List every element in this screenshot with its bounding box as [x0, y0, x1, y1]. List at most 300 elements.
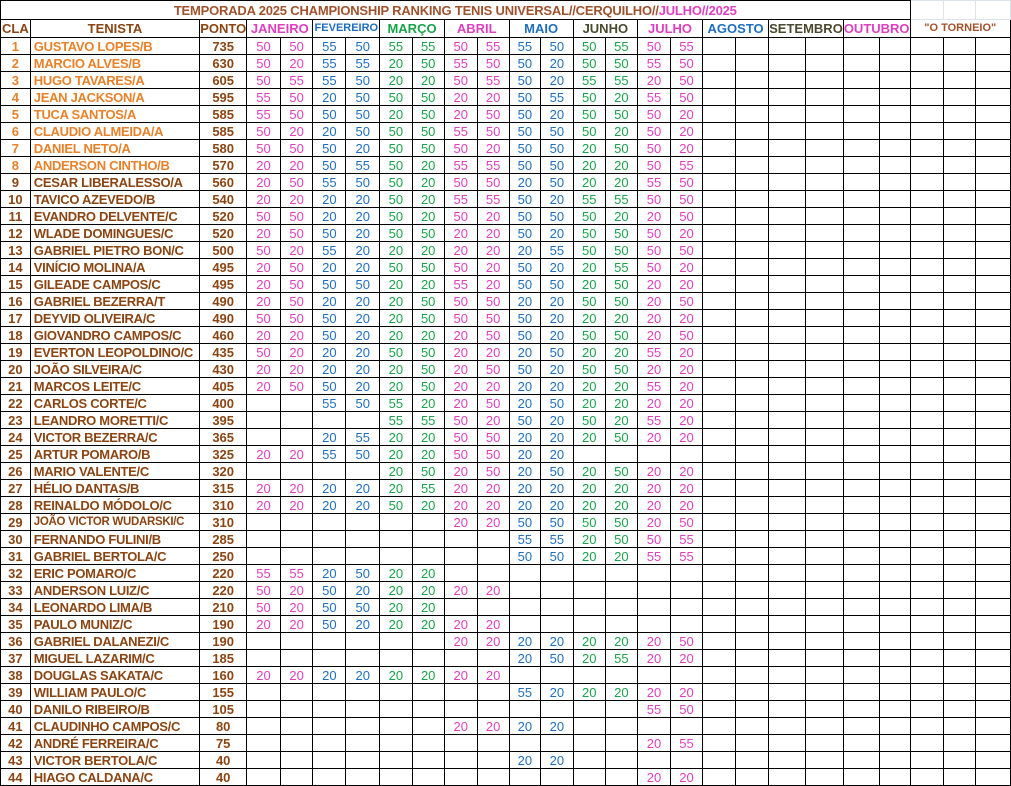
score-cell[interactable]	[735, 582, 769, 599]
torneio-cell[interactable]	[910, 378, 943, 395]
score-cell[interactable]	[444, 769, 477, 786]
score-cell[interactable]	[703, 429, 736, 446]
score-cell[interactable]	[280, 684, 313, 701]
score-cell[interactable]	[247, 429, 281, 446]
score-cell[interactable]	[843, 531, 880, 548]
score-cell[interactable]: 20	[247, 259, 281, 276]
torneio-cell[interactable]	[910, 55, 943, 72]
torneio-cell[interactable]	[975, 395, 1010, 412]
torneio-cell[interactable]	[975, 140, 1010, 157]
score-cell[interactable]: 20	[541, 225, 574, 242]
score-cell[interactable]: 50	[313, 157, 346, 174]
torneio-cell[interactable]	[943, 327, 975, 344]
score-cell[interactable]	[735, 429, 769, 446]
score-cell[interactable]	[280, 514, 313, 531]
score-cell[interactable]: 20	[247, 361, 281, 378]
score-cell[interactable]: 55	[637, 701, 670, 718]
score-cell[interactable]	[769, 650, 806, 667]
score-cell[interactable]: 20	[313, 208, 346, 225]
score-cell[interactable]: 20	[670, 361, 702, 378]
score-cell[interactable]	[346, 769, 380, 786]
points-cell[interactable]: 210	[200, 599, 247, 616]
torneio-cell[interactable]	[943, 667, 975, 684]
score-cell[interactable]	[605, 667, 637, 684]
score-cell[interactable]: 20	[380, 565, 412, 582]
score-cell[interactable]: 20	[670, 310, 702, 327]
score-cell[interactable]	[541, 599, 574, 616]
score-cell[interactable]: 20	[637, 276, 670, 293]
score-cell[interactable]: 55	[444, 157, 477, 174]
header-month-julho[interactable]: JULHO	[637, 20, 702, 38]
player-name-cell[interactable]: CARLOS CORTE/C	[30, 395, 199, 412]
score-cell[interactable]: 50	[247, 208, 281, 225]
score-cell[interactable]: 20	[313, 344, 346, 361]
score-cell[interactable]: 50	[247, 55, 281, 72]
score-cell[interactable]: 20	[346, 293, 380, 310]
score-cell[interactable]: 20	[313, 123, 346, 140]
torneio-cell[interactable]	[943, 191, 975, 208]
score-cell[interactable]: 20	[412, 497, 444, 514]
score-cell[interactable]: 20	[444, 633, 477, 650]
score-cell[interactable]: 50	[380, 259, 412, 276]
score-cell[interactable]	[880, 463, 910, 480]
score-cell[interactable]	[703, 667, 736, 684]
score-cell[interactable]: 20	[573, 276, 605, 293]
points-cell[interactable]: 490	[200, 310, 247, 327]
score-cell[interactable]: 20	[247, 446, 281, 463]
score-cell[interactable]: 55	[605, 191, 637, 208]
points-cell[interactable]: 310	[200, 497, 247, 514]
score-cell[interactable]: 50	[346, 446, 380, 463]
score-cell[interactable]: 55	[412, 38, 444, 55]
score-cell[interactable]	[313, 412, 346, 429]
score-cell[interactable]	[843, 599, 880, 616]
score-cell[interactable]: 55	[573, 191, 605, 208]
score-cell[interactable]: 50	[280, 259, 313, 276]
score-cell[interactable]	[313, 718, 346, 735]
header-month-outubro[interactable]: OUTUBRO	[843, 21, 910, 36]
score-cell[interactable]: 50	[477, 310, 509, 327]
score-cell[interactable]: 55	[509, 684, 541, 701]
score-cell[interactable]: 50	[541, 174, 574, 191]
points-cell[interactable]: 430	[200, 361, 247, 378]
player-name-cell[interactable]: ERIC POMARO/C	[30, 565, 199, 582]
score-cell[interactable]	[769, 565, 806, 582]
score-cell[interactable]	[509, 565, 541, 582]
score-cell[interactable]	[703, 463, 736, 480]
score-cell[interactable]	[843, 752, 880, 769]
score-cell[interactable]	[735, 446, 769, 463]
score-cell[interactable]	[843, 446, 880, 463]
score-cell[interactable]	[477, 701, 509, 718]
score-cell[interactable]: 20	[280, 344, 313, 361]
score-cell[interactable]: 55	[670, 157, 702, 174]
score-cell[interactable]: 20	[573, 310, 605, 327]
score-cell[interactable]: 20	[477, 582, 509, 599]
score-cell[interactable]: 20	[444, 395, 477, 412]
torneio-cell[interactable]	[943, 225, 975, 242]
torneio-cell[interactable]	[943, 616, 975, 633]
score-cell[interactable]: 20	[444, 514, 477, 531]
score-cell[interactable]	[735, 701, 769, 718]
torneio-cell[interactable]	[910, 548, 943, 565]
torneio-cell[interactable]	[910, 140, 943, 157]
score-cell[interactable]	[670, 667, 702, 684]
score-cell[interactable]: 50	[573, 514, 605, 531]
score-cell[interactable]: 20	[247, 225, 281, 242]
rank-cell[interactable]: 33	[1, 582, 31, 599]
score-cell[interactable]: 20	[605, 684, 637, 701]
score-cell[interactable]: 20	[670, 225, 702, 242]
rank-cell[interactable]: 11	[1, 208, 31, 225]
score-cell[interactable]	[843, 497, 880, 514]
score-cell[interactable]: 50	[605, 140, 637, 157]
points-cell[interactable]: 520	[200, 225, 247, 242]
score-cell[interactable]: 50	[280, 140, 313, 157]
points-cell[interactable]: 80	[200, 718, 247, 735]
score-cell[interactable]	[843, 310, 880, 327]
score-cell[interactable]: 20	[313, 259, 346, 276]
score-cell[interactable]: 20	[346, 191, 380, 208]
score-cell[interactable]	[843, 89, 880, 106]
score-cell[interactable]: 50	[477, 463, 509, 480]
score-cell[interactable]	[380, 684, 412, 701]
score-cell[interactable]: 20	[280, 157, 313, 174]
score-cell[interactable]	[444, 531, 477, 548]
torneio-cell[interactable]	[975, 752, 1010, 769]
torneio-cell[interactable]	[943, 531, 975, 548]
score-cell[interactable]: 20	[380, 310, 412, 327]
torneio-cell[interactable]	[975, 769, 1010, 786]
score-cell[interactable]: 50	[280, 225, 313, 242]
points-cell[interactable]: 155	[200, 684, 247, 701]
score-cell[interactable]	[843, 293, 880, 310]
score-cell[interactable]: 55	[477, 38, 509, 55]
score-cell[interactable]	[703, 72, 736, 89]
score-cell[interactable]: 50	[573, 208, 605, 225]
score-cell[interactable]: 20	[380, 361, 412, 378]
score-cell[interactable]	[247, 633, 281, 650]
score-cell[interactable]: 20	[670, 429, 702, 446]
score-cell[interactable]: 50	[509, 361, 541, 378]
score-cell[interactable]	[412, 718, 444, 735]
score-cell[interactable]: 20	[412, 667, 444, 684]
score-cell[interactable]: 20	[509, 650, 541, 667]
sheet-title[interactable]	[1, 1, 911, 20]
score-cell[interactable]	[541, 701, 574, 718]
score-cell[interactable]: 20	[670, 140, 702, 157]
score-cell[interactable]: 20	[380, 616, 412, 633]
score-cell[interactable]: 50	[412, 259, 444, 276]
score-cell[interactable]: 20	[541, 752, 574, 769]
score-cell[interactable]	[769, 55, 806, 72]
score-cell[interactable]: 20	[444, 361, 477, 378]
score-cell[interactable]	[412, 531, 444, 548]
score-cell[interactable]: 50	[509, 310, 541, 327]
score-cell[interactable]	[769, 157, 806, 174]
score-cell[interactable]: 50	[541, 38, 574, 55]
score-cell[interactable]	[637, 616, 670, 633]
score-cell[interactable]	[703, 446, 736, 463]
score-cell[interactable]	[605, 718, 637, 735]
points-cell[interactable]: 325	[200, 446, 247, 463]
torneio-cell[interactable]	[943, 123, 975, 140]
score-cell[interactable]: 20	[380, 276, 412, 293]
score-cell[interactable]: 50	[477, 361, 509, 378]
score-cell[interactable]	[703, 378, 736, 395]
score-cell[interactable]: 50	[477, 106, 509, 123]
score-cell[interactable]	[735, 718, 769, 735]
score-cell[interactable]: 50	[541, 650, 574, 667]
score-cell[interactable]: 20	[247, 378, 281, 395]
score-cell[interactable]	[541, 565, 574, 582]
score-cell[interactable]	[703, 344, 736, 361]
score-cell[interactable]	[735, 72, 769, 89]
torneio-cell[interactable]	[975, 225, 1010, 242]
rank-cell[interactable]: 9	[1, 174, 31, 191]
score-cell[interactable]	[806, 735, 843, 752]
score-cell[interactable]	[703, 412, 736, 429]
score-cell[interactable]: 50	[670, 293, 702, 310]
score-cell[interactable]: 20	[346, 497, 380, 514]
score-cell[interactable]: 50	[412, 310, 444, 327]
score-cell[interactable]	[880, 106, 910, 123]
points-cell[interactable]: 520	[200, 208, 247, 225]
score-cell[interactable]	[843, 667, 880, 684]
score-cell[interactable]: 50	[280, 106, 313, 123]
score-cell[interactable]: 55	[573, 72, 605, 89]
score-cell[interactable]: 20	[509, 480, 541, 497]
header-torneio[interactable]: "O TORNEIO"	[910, 20, 1010, 38]
score-cell[interactable]: 55	[412, 412, 444, 429]
score-cell[interactable]: 20	[605, 497, 637, 514]
score-cell[interactable]	[735, 89, 769, 106]
score-cell[interactable]: 20	[509, 497, 541, 514]
rank-cell[interactable]: 42	[1, 735, 31, 752]
score-cell[interactable]	[880, 701, 910, 718]
score-cell[interactable]	[605, 582, 637, 599]
points-cell[interactable]: 250	[200, 548, 247, 565]
torneio-cell[interactable]	[943, 735, 975, 752]
rank-cell[interactable]: 29	[1, 514, 31, 531]
score-cell[interactable]: 50	[380, 191, 412, 208]
score-cell[interactable]	[412, 701, 444, 718]
score-cell[interactable]: 50	[637, 123, 670, 140]
score-cell[interactable]: 20	[541, 633, 574, 650]
score-cell[interactable]: 50	[313, 378, 346, 395]
score-cell[interactable]: 20	[346, 310, 380, 327]
score-cell[interactable]	[703, 55, 736, 72]
torneio-cell[interactable]	[910, 259, 943, 276]
score-cell[interactable]	[573, 752, 605, 769]
score-cell[interactable]: 20	[247, 174, 281, 191]
rank-cell[interactable]: 39	[1, 684, 31, 701]
score-cell[interactable]	[247, 650, 281, 667]
score-cell[interactable]: 50	[573, 225, 605, 242]
score-cell[interactable]	[843, 480, 880, 497]
points-cell[interactable]: 190	[200, 633, 247, 650]
score-cell[interactable]	[346, 412, 380, 429]
score-cell[interactable]	[769, 242, 806, 259]
score-cell[interactable]: 20	[280, 497, 313, 514]
score-cell[interactable]: 20	[247, 497, 281, 514]
score-cell[interactable]: 50	[637, 531, 670, 548]
score-cell[interactable]: 20	[313, 565, 346, 582]
score-cell[interactable]	[313, 701, 346, 718]
score-cell[interactable]	[247, 548, 281, 565]
score-cell[interactable]: 20	[670, 259, 702, 276]
score-cell[interactable]: 50	[247, 344, 281, 361]
score-cell[interactable]: 50	[670, 89, 702, 106]
score-cell[interactable]: 20	[280, 361, 313, 378]
header-month-junho[interactable]: JUNHO	[573, 20, 637, 38]
score-cell[interactable]: 20	[280, 480, 313, 497]
score-cell[interactable]: 55	[313, 446, 346, 463]
score-cell[interactable]	[313, 650, 346, 667]
score-cell[interactable]	[880, 735, 910, 752]
player-name-cell[interactable]: GABRIEL BEZERRA/T	[30, 293, 199, 310]
score-cell[interactable]: 20	[477, 378, 509, 395]
score-cell[interactable]	[670, 616, 702, 633]
score-cell[interactable]	[735, 531, 769, 548]
score-cell[interactable]: 50	[444, 293, 477, 310]
score-cell[interactable]	[843, 684, 880, 701]
score-cell[interactable]: 50	[313, 225, 346, 242]
score-cell[interactable]: 50	[605, 531, 637, 548]
rank-cell[interactable]: 41	[1, 718, 31, 735]
score-cell[interactable]: 20	[280, 446, 313, 463]
score-cell[interactable]: 50	[605, 106, 637, 123]
score-cell[interactable]: 20	[412, 582, 444, 599]
score-cell[interactable]	[769, 701, 806, 718]
score-cell[interactable]: 20	[247, 276, 281, 293]
score-cell[interactable]: 50	[477, 327, 509, 344]
points-cell[interactable]: 395	[200, 412, 247, 429]
score-cell[interactable]: 20	[605, 174, 637, 191]
torneio-cell[interactable]	[943, 72, 975, 89]
score-cell[interactable]	[703, 548, 736, 565]
score-cell[interactable]	[509, 769, 541, 786]
score-cell[interactable]	[703, 616, 736, 633]
score-cell[interactable]: 20	[605, 395, 637, 412]
score-cell[interactable]	[735, 191, 769, 208]
score-cell[interactable]: 20	[541, 361, 574, 378]
score-cell[interactable]	[637, 565, 670, 582]
torneio-cell[interactable]	[910, 497, 943, 514]
torneio-cell[interactable]	[910, 667, 943, 684]
score-cell[interactable]: 55	[247, 565, 281, 582]
score-cell[interactable]: 50	[280, 174, 313, 191]
score-cell[interactable]	[880, 89, 910, 106]
torneio-cell[interactable]	[943, 242, 975, 259]
score-cell[interactable]	[280, 752, 313, 769]
score-cell[interactable]	[806, 395, 843, 412]
player-name-cell[interactable]: MARCIO ALVES/B	[30, 55, 199, 72]
score-cell[interactable]	[346, 718, 380, 735]
score-cell[interactable]: 55	[313, 55, 346, 72]
torneio-cell[interactable]	[910, 633, 943, 650]
score-cell[interactable]	[880, 650, 910, 667]
score-cell[interactable]: 50	[573, 293, 605, 310]
score-cell[interactable]: 50	[380, 225, 412, 242]
score-cell[interactable]: 50	[444, 429, 477, 446]
score-cell[interactable]: 50	[573, 242, 605, 259]
score-cell[interactable]: 55	[346, 429, 380, 446]
torneio-cell[interactable]	[910, 463, 943, 480]
score-cell[interactable]	[247, 735, 281, 752]
score-cell[interactable]	[670, 565, 702, 582]
score-cell[interactable]	[806, 514, 843, 531]
player-name-cell[interactable]: GUSTAVO LOPES/B	[30, 38, 199, 55]
torneio-cell[interactable]	[910, 242, 943, 259]
score-cell[interactable]	[477, 684, 509, 701]
score-cell[interactable]	[806, 225, 843, 242]
score-cell[interactable]: 55	[637, 378, 670, 395]
score-cell[interactable]	[735, 310, 769, 327]
score-cell[interactable]	[735, 565, 769, 582]
score-cell[interactable]	[843, 259, 880, 276]
torneio-cell[interactable]	[943, 684, 975, 701]
score-cell[interactable]: 20	[444, 89, 477, 106]
score-cell[interactable]	[735, 480, 769, 497]
score-cell[interactable]: 50	[380, 497, 412, 514]
score-cell[interactable]	[843, 123, 880, 140]
player-name-cell[interactable]: GABRIEL PIETRO BON/C	[30, 242, 199, 259]
score-cell[interactable]: 50	[444, 174, 477, 191]
score-cell[interactable]	[380, 752, 412, 769]
score-cell[interactable]	[806, 174, 843, 191]
player-name-cell[interactable]: ANDERSON LUIZ/C	[30, 582, 199, 599]
score-cell[interactable]	[880, 157, 910, 174]
score-cell[interactable]	[769, 310, 806, 327]
score-cell[interactable]: 55	[444, 191, 477, 208]
score-cell[interactable]	[477, 752, 509, 769]
player-name-cell[interactable]: HUGO TAVARES/A	[30, 72, 199, 89]
rank-cell[interactable]: 10	[1, 191, 31, 208]
score-cell[interactable]: 50	[280, 38, 313, 55]
score-cell[interactable]	[637, 599, 670, 616]
torneio-cell[interactable]	[910, 395, 943, 412]
score-cell[interactable]	[703, 191, 736, 208]
points-cell[interactable]: 435	[200, 344, 247, 361]
torneio-cell[interactable]	[910, 531, 943, 548]
score-cell[interactable]: 20	[605, 310, 637, 327]
torneio-cell[interactable]	[943, 361, 975, 378]
player-name-cell[interactable]: ARTUR POMARO/B	[30, 446, 199, 463]
torneio-cell[interactable]	[943, 480, 975, 497]
score-cell[interactable]	[880, 276, 910, 293]
torneio-cell[interactable]	[943, 395, 975, 412]
score-cell[interactable]: 50	[605, 514, 637, 531]
torneio-cell[interactable]	[943, 259, 975, 276]
score-cell[interactable]	[573, 616, 605, 633]
score-cell[interactable]: 55	[477, 191, 509, 208]
rank-cell[interactable]: 22	[1, 395, 31, 412]
torneio-cell[interactable]	[975, 310, 1010, 327]
score-cell[interactable]	[346, 752, 380, 769]
score-cell[interactable]	[880, 191, 910, 208]
score-cell[interactable]	[735, 412, 769, 429]
torneio-cell[interactable]	[975, 718, 1010, 735]
score-cell[interactable]	[880, 395, 910, 412]
score-cell[interactable]: 55	[477, 72, 509, 89]
score-cell[interactable]	[346, 463, 380, 480]
score-cell[interactable]: 55	[670, 548, 702, 565]
points-cell[interactable]: 580	[200, 140, 247, 157]
score-cell[interactable]	[477, 735, 509, 752]
score-cell[interactable]: 20	[346, 361, 380, 378]
score-cell[interactable]: 55	[346, 55, 380, 72]
